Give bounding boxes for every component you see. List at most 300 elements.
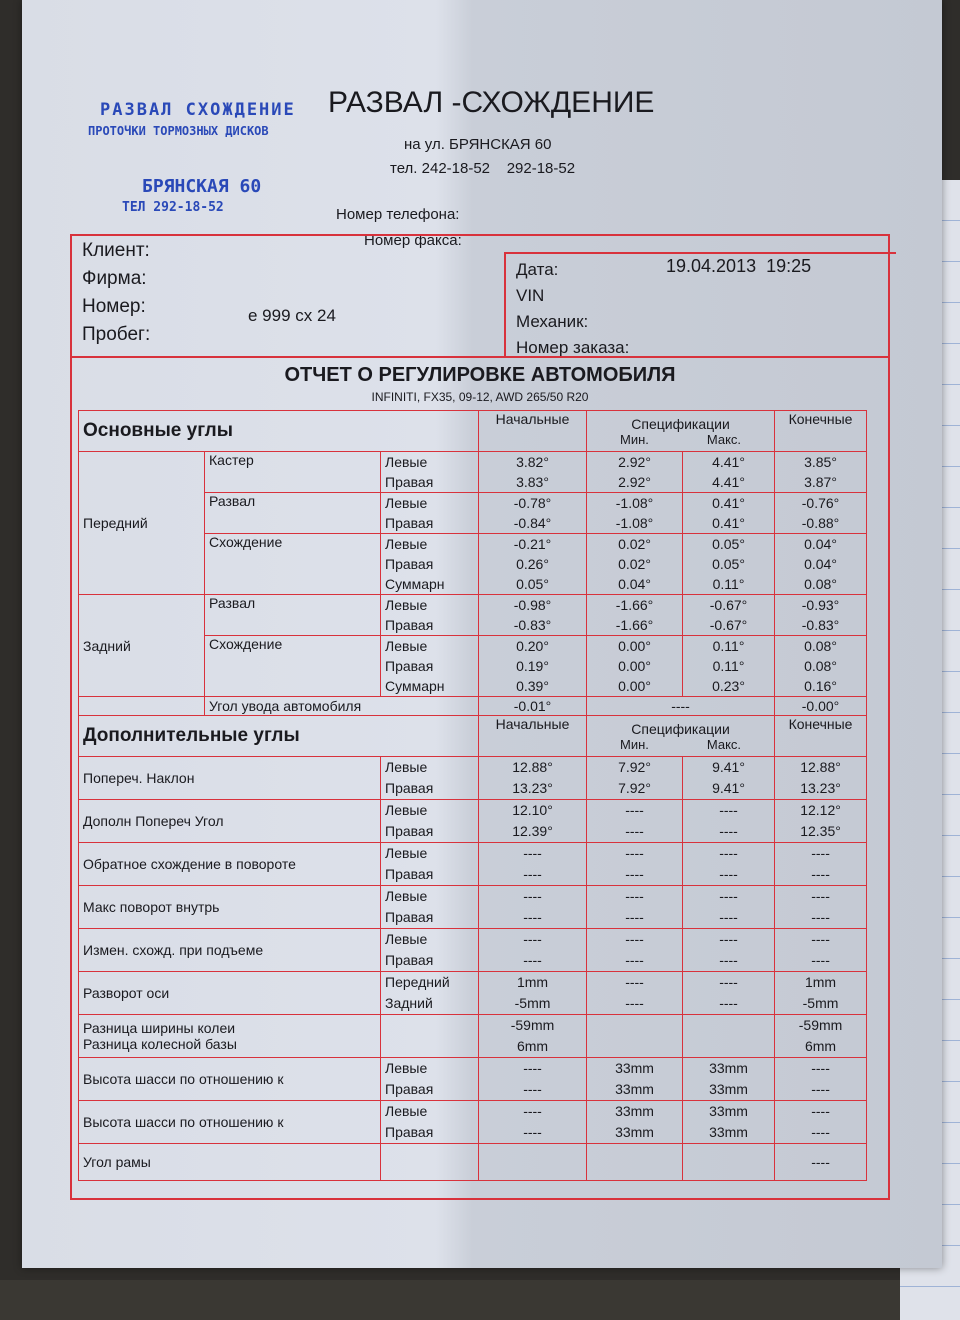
parameter-label: Высота шасси по отношению к xyxy=(79,1058,381,1101)
table-row xyxy=(79,1015,867,1058)
final-value: -5mm xyxy=(802,995,839,1011)
spec-min-value: ---- xyxy=(625,845,644,861)
spec-max-value: ---- xyxy=(719,866,738,882)
table-row xyxy=(79,972,867,1015)
parameter-label: Угол рамы xyxy=(79,1144,381,1181)
number-value: е 999 сх 24 xyxy=(248,306,336,325)
spec-min-value xyxy=(587,636,683,697)
parameter-label: Попереч. Наклон xyxy=(79,757,381,800)
initial-value xyxy=(479,1144,587,1181)
final-value: 3.87° xyxy=(804,474,837,490)
thrust-angle-row xyxy=(79,697,867,716)
spec-max-value: 33mm xyxy=(709,1124,748,1140)
parameter-label: Дополн Попереч Угол xyxy=(79,800,381,843)
side-label: Задний xyxy=(385,995,433,1011)
initial-value: -0.84° xyxy=(513,515,552,531)
spec-max-value: ---- xyxy=(719,931,738,947)
stamp-line4: ТЕЛ 292-18-52 xyxy=(122,200,224,215)
final-value xyxy=(775,1144,867,1181)
initial-value: -0.98° xyxy=(513,597,552,613)
table-row xyxy=(79,1058,867,1101)
final-value: ---- xyxy=(811,845,830,861)
fax-label: Номер факса: xyxy=(364,232,462,249)
spec-max-value xyxy=(683,1058,775,1101)
final-value: ---- xyxy=(811,1124,830,1140)
order-info-box xyxy=(504,252,896,358)
spec-min-value xyxy=(587,886,683,929)
spec-min-value xyxy=(587,452,683,493)
initial-value xyxy=(479,1015,587,1058)
parameter-label: Разворот оси xyxy=(79,972,381,1015)
final-value: ---- xyxy=(811,888,830,904)
initial-value: -0.21° xyxy=(513,536,552,552)
spec-max-value: ---- xyxy=(719,995,738,1011)
side-label: Правая xyxy=(385,866,434,882)
final-value: -59mm xyxy=(798,1017,843,1033)
parameter-label: Кастер xyxy=(205,452,381,493)
spec-max-value xyxy=(683,929,775,972)
side-label: Правая xyxy=(385,1124,434,1140)
final-value xyxy=(775,972,867,1015)
final-value: ---- xyxy=(811,866,830,882)
spec-min-value: 0.02° xyxy=(618,556,651,572)
header-address: на ул. БРЯНСКАЯ 60 xyxy=(404,136,552,153)
initial-value xyxy=(479,886,587,929)
initial-value: 12.88° xyxy=(512,759,553,775)
spec-min-value xyxy=(591,1015,678,1036)
initial-value: ---- xyxy=(523,909,542,925)
spec-min-value: 0.00° xyxy=(618,638,651,654)
initial-value: ---- xyxy=(523,1081,542,1097)
side-label: Правая xyxy=(385,1081,434,1097)
spec-max-value xyxy=(687,1036,770,1057)
spec-min-value: ---- xyxy=(625,909,644,925)
final-value: -0.93° xyxy=(801,597,840,613)
spec-max-value xyxy=(683,534,775,595)
final-value: 0.08° xyxy=(804,658,837,674)
side-label: Правая xyxy=(385,780,434,796)
initial-value xyxy=(479,757,587,800)
side-label: Левые xyxy=(385,1103,428,1119)
spec-max-value xyxy=(683,493,775,534)
final-value: 3.85° xyxy=(804,454,837,470)
axle-label: Задний xyxy=(79,595,205,697)
initial-value: -0.83° xyxy=(513,617,552,633)
spec-min-value: 33mm xyxy=(615,1081,654,1097)
final-value xyxy=(775,534,867,595)
final-value xyxy=(775,452,867,493)
spec-min-value: -1.08° xyxy=(615,515,654,531)
side-label: Суммарн xyxy=(385,576,445,592)
spec-max-value: 0.41° xyxy=(712,495,745,511)
side-label: Суммарн xyxy=(385,678,445,694)
spec-min-value xyxy=(587,800,683,843)
spec-min-value: 0.04° xyxy=(618,576,651,592)
initial-value xyxy=(479,972,587,1015)
side-label xyxy=(385,1015,474,1036)
spec-max-value: 33mm xyxy=(709,1103,748,1119)
final-value: 12.35° xyxy=(800,823,841,839)
final-value: ---- xyxy=(811,952,830,968)
spec-max-value: 4.41° xyxy=(712,474,745,490)
client-label: Клиент: xyxy=(82,240,150,261)
table-row xyxy=(79,1101,867,1144)
side-label xyxy=(381,595,479,636)
final-value: -0.88° xyxy=(801,515,840,531)
initial-value: ---- xyxy=(523,1124,542,1140)
side-label: Левые xyxy=(385,759,428,775)
side-label xyxy=(381,452,479,493)
spec-min-value xyxy=(587,757,683,800)
column-min: Мин. xyxy=(620,736,649,752)
vin-label: VIN xyxy=(516,286,545,305)
side-label: Правая xyxy=(385,658,434,674)
number-label: Номер: xyxy=(82,296,146,317)
spec-max-value: 0.05° xyxy=(712,536,745,552)
spec-min-value xyxy=(587,493,683,534)
spec-min-value: 0.02° xyxy=(618,536,651,552)
side-label: Левые xyxy=(385,802,428,818)
date-value: 19.04.2013 19:25 xyxy=(666,256,812,276)
thrust-spec: ---- xyxy=(587,697,775,716)
side-label xyxy=(381,1144,479,1181)
spec-min-value xyxy=(587,972,683,1015)
initial-value: ---- xyxy=(523,866,542,882)
side-label: Правая xyxy=(385,823,434,839)
parameter-label: Развал xyxy=(205,595,381,636)
section-header-row xyxy=(79,411,867,452)
side-label: Правая xyxy=(385,617,434,633)
initial-value: 0.20° xyxy=(516,638,549,654)
column-max: Макс. xyxy=(706,431,742,447)
final-value: 0.04° xyxy=(804,536,837,552)
table-row xyxy=(79,929,867,972)
spec-min-value: 2.92° xyxy=(618,454,651,470)
side-label: Передний xyxy=(385,974,450,990)
stamp-line1: РАЗВАЛ СХОЖДЕНИЕ xyxy=(100,100,296,120)
spec-min-value: ---- xyxy=(625,888,644,904)
final-value: 13.23° xyxy=(800,780,841,796)
spec-min-value: ---- xyxy=(625,931,644,947)
column-initial: Начальные xyxy=(479,716,587,757)
spec-max-value: ---- xyxy=(719,823,738,839)
final-value: 0.16° xyxy=(804,678,837,694)
final-value: 0.04° xyxy=(804,556,837,572)
thrust-angle-label: Угол увода автомобиля xyxy=(205,697,479,716)
spec-min-value xyxy=(587,1058,683,1101)
thrust-final: -0.00° xyxy=(775,697,867,716)
final-value: 0.08° xyxy=(804,576,837,592)
initial-value: 6mm xyxy=(516,1038,549,1054)
spec-min-value xyxy=(587,929,683,972)
spec-max-value: 33mm xyxy=(709,1060,748,1076)
spec-min-value: 33mm xyxy=(615,1060,654,1076)
table-row xyxy=(79,886,867,929)
final-value: ---- xyxy=(811,1103,830,1119)
initial-value xyxy=(479,843,587,886)
spec-min-value xyxy=(587,595,683,636)
initial-value: ---- xyxy=(523,952,542,968)
table-row xyxy=(79,757,867,800)
parameter-label: Развал xyxy=(205,493,381,534)
final-value: ---- xyxy=(811,931,830,947)
spec-min-value: 7.92° xyxy=(618,780,651,796)
spec-min-value: 0.00° xyxy=(618,678,651,694)
spec-max-value xyxy=(683,972,775,1015)
spec-max-value: 9.41° xyxy=(712,780,745,796)
initial-value: 0.05° xyxy=(516,576,549,592)
final-value: 0.08° xyxy=(804,638,837,654)
side-label xyxy=(381,1058,479,1101)
spec-min-value xyxy=(587,1101,683,1144)
section-header-row xyxy=(79,716,867,757)
final-value: ---- xyxy=(811,1081,830,1097)
report-title: ОТЧЕТ О РЕГУЛИРОВКЕ АВТОМОБИЛЯ xyxy=(284,364,676,386)
spec-max-value: ---- xyxy=(719,888,738,904)
initial-value: 0.39° xyxy=(516,678,549,694)
initial-value: -0.78° xyxy=(513,495,552,511)
initial-value: ---- xyxy=(523,888,542,904)
spec-min-value: 33mm xyxy=(615,1103,654,1119)
spec-max-value: 0.11° xyxy=(712,576,745,592)
final-value: 12.88° xyxy=(800,759,841,775)
main-angles-title: Основные углы xyxy=(79,411,479,452)
initial-value: ---- xyxy=(523,1103,542,1119)
spec-max-value xyxy=(683,452,775,493)
blank-cell xyxy=(79,697,205,716)
final-value xyxy=(775,800,867,843)
final-value: -0.83° xyxy=(801,617,840,633)
spec-label: Спецификации xyxy=(631,720,730,737)
initial-value xyxy=(479,493,587,534)
initial-value xyxy=(483,1144,582,1180)
spec-max-value: 0.11° xyxy=(712,658,745,674)
side-label xyxy=(381,1101,479,1144)
spec-min-value: -1.08° xyxy=(615,495,654,511)
initial-value xyxy=(479,929,587,972)
spec-max-value xyxy=(683,1015,775,1058)
parameter-label: Обратное схождение в повороте xyxy=(79,843,381,886)
final-value xyxy=(775,636,867,697)
final-value: 1mm xyxy=(804,974,837,990)
initial-value: 0.19° xyxy=(516,658,549,674)
spec-max-value: -0.67° xyxy=(709,617,748,633)
spec-max-value: ---- xyxy=(719,845,738,861)
spec-min-value: -1.66° xyxy=(615,617,654,633)
spec-max-value: ---- xyxy=(719,952,738,968)
side-label: Левые xyxy=(385,597,428,613)
initial-value: -5mm xyxy=(514,995,551,1011)
side-label: Левые xyxy=(385,495,428,511)
spec-min-value: 2.92° xyxy=(618,474,651,490)
final-value: 6mm xyxy=(804,1038,837,1054)
column-min: Мин. xyxy=(620,431,649,447)
initial-value xyxy=(479,452,587,493)
final-value xyxy=(775,493,867,534)
table-row xyxy=(79,800,867,843)
final-value xyxy=(775,595,867,636)
initial-value: 3.83° xyxy=(516,474,549,490)
spec-max-value xyxy=(687,1144,770,1180)
spec-min-value: ---- xyxy=(625,952,644,968)
side-label xyxy=(381,800,479,843)
spec-min-value xyxy=(591,1036,678,1057)
spec-min-value: ---- xyxy=(625,974,644,990)
initial-value: 1mm xyxy=(516,974,549,990)
spec-min-value xyxy=(587,843,683,886)
additional-angles-title: Дополнительные углы xyxy=(79,716,479,757)
initial-value: 3.82° xyxy=(516,454,549,470)
column-specifications xyxy=(587,716,775,757)
initial-value: ---- xyxy=(523,1060,542,1076)
side-label: Правая xyxy=(385,556,434,572)
spec-max-value xyxy=(687,1015,770,1036)
header-phones: тел. 242-18-52 292-18-52 xyxy=(390,160,576,177)
parameter-label: Разница ширины колеи Разница колесной базы xyxy=(79,1015,381,1058)
spec-max-value: 0.23° xyxy=(712,678,745,694)
side-label: Левые xyxy=(385,1060,428,1076)
table-row xyxy=(79,1144,867,1181)
column-max: Макс. xyxy=(706,736,742,752)
final-value xyxy=(775,757,867,800)
final-value: ---- xyxy=(811,1060,830,1076)
side-label: Правая xyxy=(385,952,434,968)
spec-max-value: 0.41° xyxy=(712,515,745,531)
table-row xyxy=(79,452,867,493)
mechanic-label: Механик: xyxy=(516,312,589,331)
spec-max-value: 33mm xyxy=(709,1081,748,1097)
initial-value: ---- xyxy=(523,845,542,861)
phone-label: Номер телефона: xyxy=(336,206,460,223)
spec-min-value xyxy=(591,1144,678,1180)
vehicle-info: INFINITI, FX35, 09-12, AWD 265/50 R20 xyxy=(371,390,589,404)
spec-min-value: 33mm xyxy=(615,1124,654,1140)
final-value xyxy=(775,886,867,929)
spec-min-value xyxy=(587,534,683,595)
spec-max-value xyxy=(683,636,775,697)
initial-value: ---- xyxy=(523,931,542,947)
initial-value: -59mm xyxy=(510,1017,555,1033)
side-label xyxy=(381,534,479,595)
side-label xyxy=(381,636,479,697)
side-label xyxy=(381,757,479,800)
parameter-label: Высота шасси по отношению к xyxy=(79,1101,381,1144)
date-label: Дата: xyxy=(516,260,559,279)
parameter-label: Макс поворот внутрь xyxy=(79,886,381,929)
spec-min-value: ---- xyxy=(625,866,644,882)
spec-max-value: 9.41° xyxy=(712,759,745,775)
initial-value: 13.23° xyxy=(512,780,553,796)
column-final: Конечные xyxy=(775,411,867,452)
column-initial: Начальные xyxy=(479,411,587,452)
stamp-line2: ПРОТОЧКИ ТОРМОЗНЫХ ДИСКОВ xyxy=(88,124,269,138)
final-value: ---- xyxy=(811,1154,830,1170)
side-label xyxy=(381,929,479,972)
side-label: Левые xyxy=(385,638,428,654)
firm-label: Фирма: xyxy=(82,268,147,289)
final-value: ---- xyxy=(811,909,830,925)
initial-value xyxy=(479,1101,587,1144)
spec-max-value: 4.41° xyxy=(712,454,745,470)
spec-max-value: ---- xyxy=(719,802,738,818)
side-label: Левые xyxy=(385,931,428,947)
spec-max-value xyxy=(683,1101,775,1144)
final-value xyxy=(775,843,867,886)
spec-label: Спецификации xyxy=(631,415,730,432)
alignment-table xyxy=(78,410,867,1181)
spec-max-value xyxy=(683,800,775,843)
initial-value: 0.26° xyxy=(516,556,549,572)
spec-min-value: 0.00° xyxy=(618,658,651,674)
spec-max-value: 0.05° xyxy=(712,556,745,572)
side-label: Правая xyxy=(385,474,434,490)
side-label: Левые xyxy=(385,454,428,470)
stamp-line3: БРЯНСКАЯ 60 xyxy=(142,176,262,197)
axle-label: Передний xyxy=(79,452,205,595)
initial-value xyxy=(479,800,587,843)
column-final: Конечные xyxy=(775,716,867,757)
spec-max-value xyxy=(683,843,775,886)
spec-min-value: -1.66° xyxy=(615,597,654,613)
table-row xyxy=(79,843,867,886)
final-value xyxy=(775,1101,867,1144)
spec-min-value xyxy=(587,1144,683,1181)
spec-max-value: ---- xyxy=(719,909,738,925)
order-label: Номер заказа: xyxy=(516,338,630,357)
column-specifications xyxy=(587,411,775,452)
spec-min-value: ---- xyxy=(625,823,644,839)
spec-min-value xyxy=(587,1015,683,1058)
thrust-initial: -0.01° xyxy=(479,697,587,716)
initial-value xyxy=(479,595,587,636)
final-value xyxy=(775,1058,867,1101)
spec-min-value: 7.92° xyxy=(618,759,651,775)
side-label xyxy=(381,1015,479,1058)
mileage-label: Пробег: xyxy=(82,324,151,345)
side-label: Левые xyxy=(385,888,428,904)
initial-value: 12.39° xyxy=(512,823,553,839)
side-label xyxy=(385,1144,474,1180)
spec-max-value xyxy=(683,1144,775,1181)
spec-max-value xyxy=(683,595,775,636)
side-label: Левые xyxy=(385,536,428,552)
table-row xyxy=(79,595,867,636)
spec-min-value: ---- xyxy=(625,802,644,818)
side-label: Правая xyxy=(385,909,434,925)
final-value: -0.76° xyxy=(801,495,840,511)
parameter-label: Схождение xyxy=(205,636,381,697)
side-label xyxy=(385,1036,474,1057)
parameter-label: Схождение xyxy=(205,534,381,595)
side-label xyxy=(381,493,479,534)
divider xyxy=(72,356,888,358)
parameter-label: Измен. схожд. при подъеме xyxy=(79,929,381,972)
side-label: Левые xyxy=(385,845,428,861)
initial-value xyxy=(479,1058,587,1101)
final-value xyxy=(775,929,867,972)
side-label: Правая xyxy=(385,515,434,531)
final-value: 12.12° xyxy=(800,802,841,818)
side-label xyxy=(381,886,479,929)
spec-max-value: ---- xyxy=(719,974,738,990)
spec-min-value: ---- xyxy=(625,995,644,1011)
spec-max-value xyxy=(683,886,775,929)
initial-value xyxy=(479,636,587,697)
initial-value: 12.10° xyxy=(512,802,553,818)
side-label xyxy=(381,972,479,1015)
side-label xyxy=(381,843,479,886)
spec-max-value: -0.67° xyxy=(709,597,748,613)
